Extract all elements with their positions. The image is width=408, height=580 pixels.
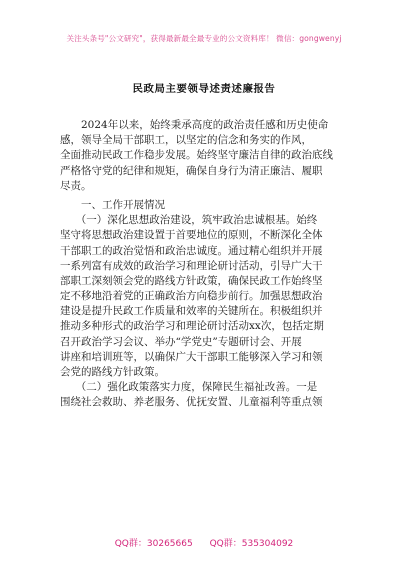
text-line: 严格恪守党的纪律和规矩，确保自身行为清正廉洁、履职 bbox=[60, 164, 323, 177]
footer-qq-group-1: QQ群：30265665 bbox=[114, 539, 193, 549]
text-line: 推动多种形式的政治学习和理论研讨活动xx次，包括定期 bbox=[60, 320, 324, 333]
text-line: （二）强化政策落实力度，保障民生福祉改善。一是 bbox=[60, 381, 318, 394]
document-body bbox=[60, 118, 350, 411]
document-title: 民政局主要领导述责述廉报告 bbox=[132, 83, 276, 95]
footer-qq-group-2: QQ群：535304092 bbox=[209, 539, 294, 549]
text-line: 尽责。 bbox=[60, 179, 92, 192]
text-line: 干部职工的政治觉悟和政治忠诚度。通过精心组织并开展 bbox=[60, 244, 323, 257]
text-line: 坚守将思想政治建设置于首要地位的原则，不断深化全体 bbox=[60, 229, 323, 242]
text-line: 定不移地沿着党的正确政治方向稳步前行。加强思想政治 bbox=[60, 290, 323, 303]
paragraph-1 bbox=[60, 213, 350, 380]
text-line: 讲座和培训班等，以确保广大干部职工能够深入学习和领 bbox=[60, 350, 323, 363]
text-line: 部职工深刻领会党的路线方针政策，确保民政工作始终坚 bbox=[60, 274, 323, 287]
text-line: 2024年以来，始终秉承高度的政治责任感和历史使命 bbox=[60, 119, 329, 131]
text-line: 感，领导全局干部职工，以坚定的信念和务实的作风， bbox=[60, 134, 312, 147]
header-banner: 关注头条号"公文研究"，获得最新最全最专业的公文资料库！ 微信：gongwenyj bbox=[66, 34, 342, 43]
footer-contacts bbox=[0, 536, 408, 549]
section-heading: 一、工作开展情况 bbox=[60, 198, 165, 211]
paragraph-2 bbox=[60, 380, 350, 410]
text-line: 建设是提升民政工作质量和效率的关键所在。积极组织并 bbox=[60, 305, 323, 318]
text-line: 全面推动民政工作稳步发展。始终坚守廉洁自律的政治底线 bbox=[60, 149, 333, 162]
text-line: （一）深化思想政治建设，筑牢政治忠诚根基。始终 bbox=[60, 214, 318, 227]
text-line: 召开政治学习会议、举办“学党史”专题研讨会、开展 bbox=[60, 335, 302, 348]
text-line: 一系列富有成效的政治学习和理论研讨活动，引导广大干 bbox=[60, 259, 323, 272]
text-line: 围绕社会救助、养老服务、优抚安置、儿童福利等重点领 bbox=[60, 396, 323, 409]
intro-paragraph bbox=[60, 118, 350, 194]
text-line: 会党的路线方针政策。 bbox=[60, 366, 165, 378]
